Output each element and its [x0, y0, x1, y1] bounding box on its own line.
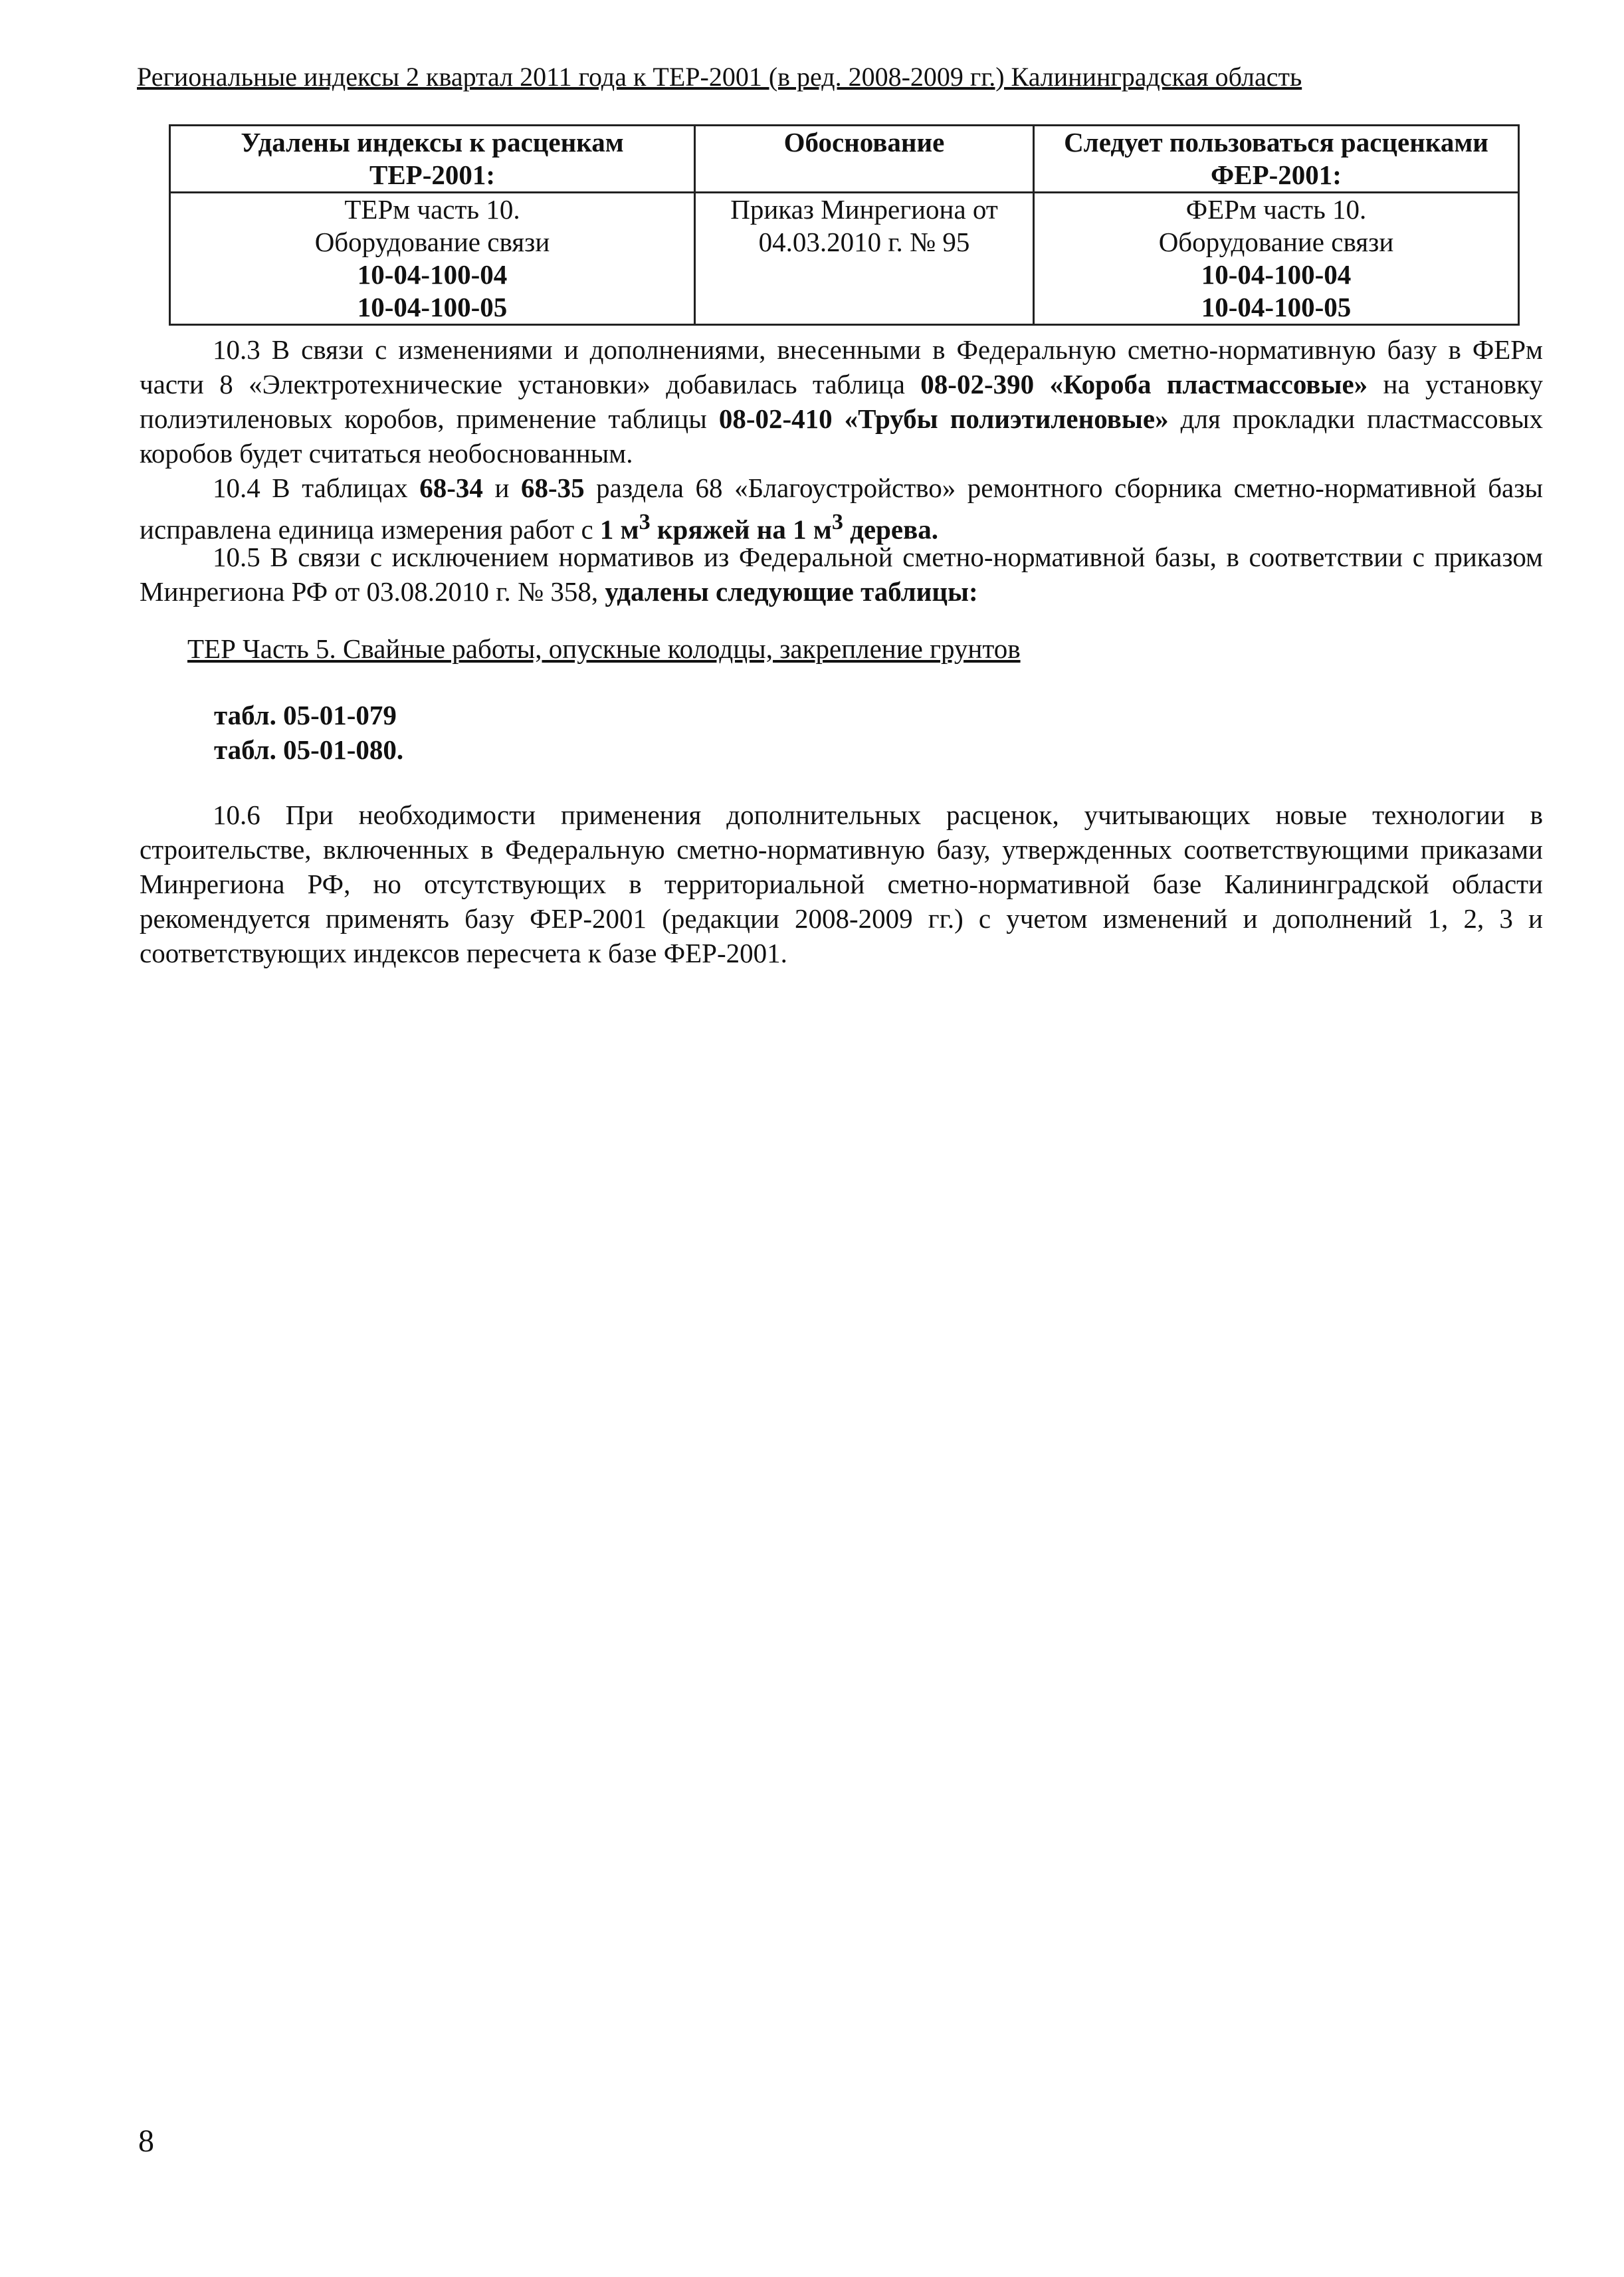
table-header-row: [170, 126, 1519, 193]
bold-span: 08-02-390 «Короба пластмассовые»: [920, 369, 1368, 399]
column-header-use-instead: Следует пользоваться расценками ФЕР-2001:: [1034, 126, 1519, 193]
cell-basis: [695, 193, 1034, 325]
paragraph-10-4: [140, 471, 1543, 547]
page-number: 8: [138, 2123, 154, 2159]
superscript: 3: [831, 510, 843, 534]
bold-span: дерева.: [843, 514, 939, 545]
superscript: 3: [639, 510, 651, 534]
cell-line: ТЕРм часть 10.: [344, 194, 520, 225]
table-row: [170, 193, 1519, 325]
bold-span: 68-34: [419, 473, 483, 503]
bold-span: 08-02-410 «Трубы полиэтиленовые»: [718, 403, 1169, 434]
cell-line: Оборудование связи: [314, 227, 550, 257]
removed-indexes-table: [169, 124, 1520, 326]
text-span: 10.3 В связи с изменениями и дополнениями, внесенными в Федеральную сметно-нормативную базу в ФЕРм части 8 «Электротехнические установки» добавилась таблица: [140, 334, 1543, 399]
rate-code: 10-04-100-05: [1201, 292, 1352, 322]
text-span: 10.4 В таблицах: [213, 473, 420, 503]
rate-code: 10-04-100-04: [1201, 259, 1352, 290]
paragraph-10-5: [140, 540, 1543, 609]
removed-table-item: табл. 05-01-080.: [214, 734, 404, 765]
rate-code: 10-04-100-04: [357, 259, 508, 290]
text-span: и: [482, 473, 521, 503]
paragraph-10-6: [140, 798, 1543, 970]
text-span: на установку полиэтиленовых коробов, применение таблицы: [140, 369, 1543, 434]
text-span: для прокладки пластмассовых коробов будет считаться необоснованным.: [140, 403, 1543, 469]
cell-line: Приказ Минрегиона от: [730, 194, 998, 225]
cell-line: Оборудование связи: [1158, 227, 1394, 257]
text-span: раздела 68 «Благоустройство» ремонтного сборника сметно-нормативной базы исправлена единица измерения работ с: [140, 473, 1543, 545]
column-header-basis: Обоснование: [695, 126, 1034, 193]
running-header: Региональные индексы 2 квартал 2011 года к ТЕР-2001 (в ред. 2008-2009 гг.) Калининградская область: [137, 62, 1302, 92]
bold-span: 68-35: [520, 473, 585, 503]
section-title: ТЕР Часть 5. Свайные работы, опускные колодцы, закрепление грунтов: [187, 633, 1021, 664]
text-span: 10.6 При необходимости применения дополнительных расценок, учитывающих новые технологии в строительстве, включенных в Федеральную сметно-нормативную базу, утвержденных соответствующими приказами Минрегиона РФ, но отсутствующих в территориальной сметно-нормативной базе Калининградской области рекомендуется применять базу ФЕР-2001 (редакции 2008-2009 гг.) с учетом изменений и дополнений 1, 2, 3 и соответствующих индексов пересчета к базе ФЕР-2001.: [140, 800, 1543, 968]
rate-code: 10-04-100-05: [357, 292, 508, 322]
removed-table-item: табл. 05-01-079: [214, 700, 397, 730]
bold-span: кряжей на 1 м: [650, 514, 832, 545]
text-span: 10.5 В связи с исключением нормативов из Федеральной сметно-нормативной базы, в соответствии с приказом Минрегиона РФ от 03.08.2010 г. № 358,: [140, 542, 1543, 607]
bold-span: удалены следующие таблицы:: [605, 576, 978, 607]
bold-span: 1 м: [599, 514, 639, 545]
cell-line: 04.03.2010 г. № 95: [758, 227, 970, 257]
paragraph-10-3: [140, 332, 1543, 471]
cell-removed: [170, 193, 695, 325]
column-header-removed: Удалены индексы к расценкам ТЕР-2001:: [170, 126, 695, 193]
cell-use-instead: [1034, 193, 1519, 325]
cell-line: ФЕРм часть 10.: [1185, 194, 1367, 225]
